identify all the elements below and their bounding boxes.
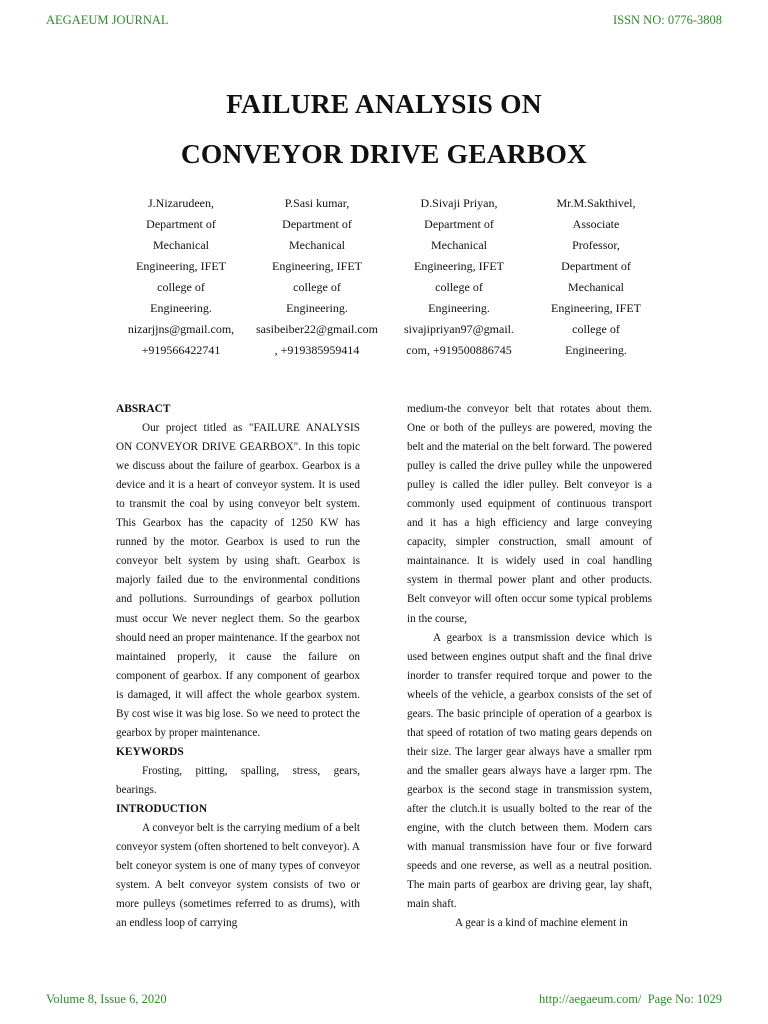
- paper-title-line-1: FAILURE ANALYSIS ON: [226, 88, 542, 119]
- introduction-heading: INTRODUCTION: [116, 802, 208, 815]
- abstract-heading: ABSRACT: [116, 403, 171, 415]
- introduction-paragraph: A conveyor belt is the carrying medium of a belt conveyor system (often shortened to belt conveyor). A belt coneyor system is one of many types of conveyor system. A belt conveyor system consists of two or more pulleys (sometimes referred to as drums), with an endless loop of carrying: [116, 822, 360, 930]
- right-column: [407, 400, 652, 933]
- journal-url-link[interactable]: http://aegaeum.com/: [539, 992, 642, 1006]
- author-block: [0, 193, 768, 363]
- footer-links: [539, 992, 722, 1007]
- gear-paragraph: A gear is a kind of machine element in: [455, 917, 628, 930]
- keywords-paragraph: Frosting, pitting, spalling, stress, gears, bearings.: [116, 764, 360, 796]
- author-3: D.Sivaji Priyan, Department of Mechanical Engineering, IFET college of Engineering. sivajipriyan97@gmail. com, +919500886745: [403, 196, 515, 357]
- author-2: P.Sasi kumar, Department of Mechanical Engineering, IFET college of Engineering. sasibeiber22@gmail.com , +919385959414: [255, 196, 379, 357]
- left-column: [116, 400, 360, 933]
- paper-title-line-2: CONVEYOR DRIVE GEARBOX: [180, 138, 588, 169]
- abstract-paragraph: Our project titled as "FAILURE ANALYSIS ON CONVEYOR DRIVE GEARBOX". In this topic we discuss about the failure of gearbox. Gearbox is a device and it is a heart of conveyor system. It is used to transmit the coal by using conveyor belt system. This Gearbox has the capacity of 1250 KW has runned by the motor. Gearbox is used to run the conveyor belt system by using shaft. Gearbox is majorly failed due to the environmental conditions and pollutions. Surroundings of gearbox pollution must occur We never neglect them. So the gearbox should need an proper maintenance. If the gearbox not maintained properly, it cause the failure on component of gearbox. If any component of gearbox is damaged, it will affect the whole gearbox system. By cost wise it was big lose. So we need to protect the gearbox by proper maintenance.: [116, 422, 360, 739]
- author-1: J.Nizarudeen, Department of Mechanical Engineering, IFET college of Engineering. nizarjjns@gmail.com, +919566422741: [127, 196, 235, 357]
- conveyor-paragraph: medium-the conveyor belt that rotates about them. One or both of the pulleys are powered, moving the belt and the material on the belt forward. The powered pulley is called the drive pulley while the unpowered pulley is called the idler pulley. Belt conveyor is a commonly used equipment of continuous transport and it has a high efficiency and large conveying capacity, simpler construction, small amount of maintainance. It is widely used in coal handling system in thermal power plant and other products. Belt conveyor will often occur some typical problems in the course,: [407, 403, 652, 625]
- issn-number: ISSN NO: 0776-3808: [612, 13, 722, 27]
- volume-issue: Volume 8, Issue 6, 2020: [46, 992, 167, 1006]
- author-4: Mr.M.Sakthivel, Associate Professor, Department of Mechanical Engineering, IFET college of Engineering.: [551, 196, 641, 357]
- gearbox-paragraph: A gearbox is a transmission device which is used between engines output shaft and the final drive inorder to transfer required torque and power to the wheels of the vehicle, a gearbox consists of the set of gears. The basic principle of operation of a gearbox is that speed of rotation of two mating gears depends on their size. The larger gear always have a smaller rpm and the smaller gears always have a larger rpm. The gearbox is the second stage in transmission system, after the clutch.it is usually bolted to the rear of the engine, with the clutch between them. Modern cars with manual transmission have four or five forward speeds and one reverse, as well as a neutral position. The main parts of gearbox are driving gear, lay shaft, main shaft.: [407, 631, 652, 911]
- page-number: Page No: 1029: [647, 992, 722, 1006]
- journal-name: AEGAEUM JOURNAL: [46, 13, 169, 27]
- keywords-heading: KEYWORDS: [116, 745, 184, 758]
